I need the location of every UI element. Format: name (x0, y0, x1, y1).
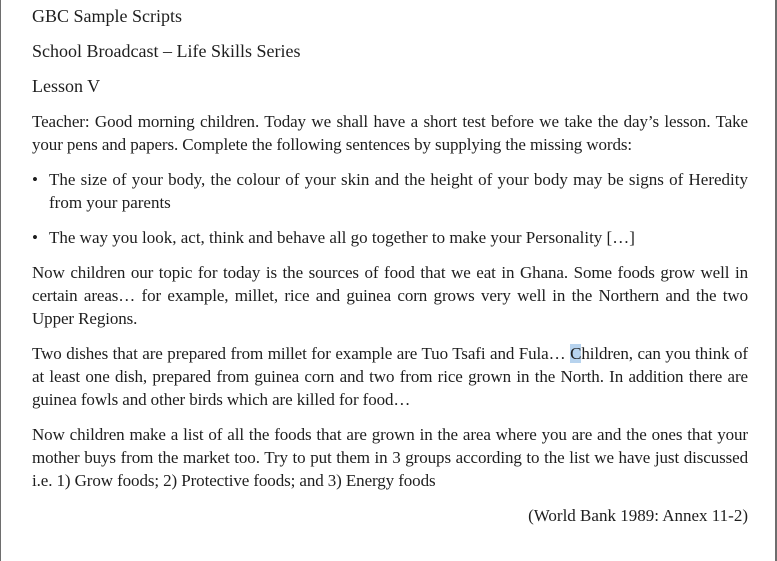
series-title: School Broadcast – Life Skills Series (32, 41, 301, 61)
dishes-text-before: Two dishes that are prepared from millet for example are Tuo Tsafi and Fula… (32, 344, 571, 363)
dishes-text-after: hildren, can you think of at least one dish, prepared from guinea corn and two from rice grown in the North. In addition there are guinea fowls and other birds which are killed for food… (32, 344, 748, 409)
dishes-paragraph[interactable] (32, 342, 748, 411)
bullet-item-heredity[interactable] (32, 168, 748, 214)
bullet-icon: • (32, 228, 38, 247)
bullet-icon: • (32, 170, 38, 189)
food-list-paragraph[interactable]: Now children make a list of all the foods that are grown in the area where you are and the ones that your mother buys from the market too. Try to put them in 3 groups according to the list we have just discussed i.e. 1) Grow foods; 2) Protective foods; and 3) Energy foods (32, 425, 748, 490)
bullet-text: The way you look, act, think and behave all go together to make your Personality […] (49, 228, 635, 247)
bullet-text: The size of your body, the colour of your skin and the height of your body may be signs of Heredity from your parents (49, 170, 748, 212)
bullet-item-personality[interactable] (32, 226, 748, 249)
source-citation: (World Bank 1989: Annex 11-2) (528, 506, 748, 525)
document-body (32, 5, 748, 527)
topic-paragraph[interactable]: Now children our topic for today is the sources of food that we eat in Ghana. Some foods grow well in certain areas… for example, millet, rice and guinea corn grows very well in the Northern and the two Upper Regions. (32, 263, 748, 328)
lesson-title: Lesson V (32, 76, 101, 96)
script-collection-title: GBC Sample Scripts (32, 6, 183, 26)
intro-paragraph[interactable]: Teacher: Good morning children. Today we shall have a short test before we take the day’s lesson. Take your pens and papers. Complete the following sentences by supplying the missing words: (32, 112, 748, 154)
text-selection-highlight[interactable]: C (570, 344, 582, 363)
